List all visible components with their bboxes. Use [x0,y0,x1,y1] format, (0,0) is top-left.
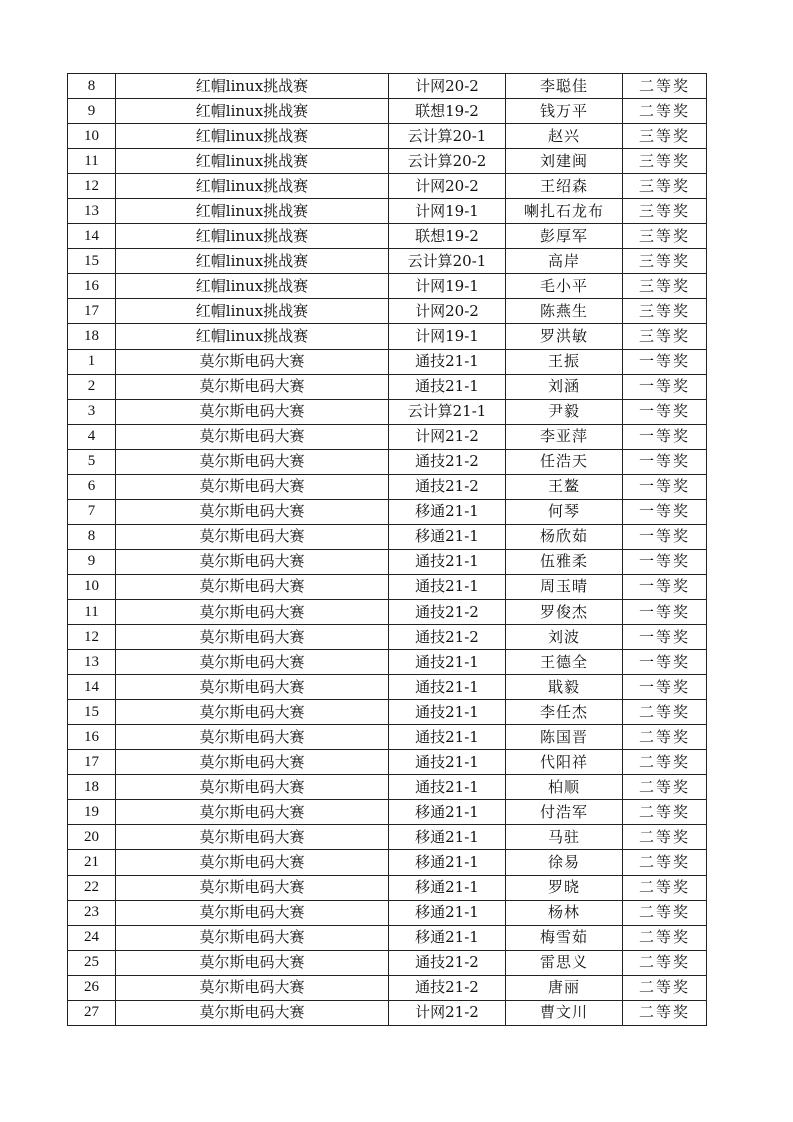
student-name-cell: 伍雅柔 [506,549,623,574]
row-number-cell: 21 [68,850,116,875]
row-number-cell: 5 [68,449,116,474]
row-number-cell: 1 [68,349,116,374]
award-level-cell: 一等奖 [623,524,707,549]
contest-name-cell: 红帽linux挑战赛 [116,199,389,224]
class-name-cell: 通技21-1 [389,775,506,800]
class-name-cell: 通技21-1 [389,675,506,700]
table-row [68,625,707,650]
class-name-cell: 计网19-1 [389,199,506,224]
table-row [68,825,707,850]
table-row [68,74,707,99]
table-row [68,1000,707,1025]
contest-name-cell: 莫尔斯电码大赛 [116,675,389,700]
class-name-cell: 通技21-1 [389,574,506,599]
student-name-cell: 李亚萍 [506,424,623,449]
row-number-cell: 2 [68,374,116,399]
class-name-cell: 通技21-2 [389,625,506,650]
award-level-cell: 一等奖 [623,474,707,499]
contest-name-cell: 红帽linux挑战赛 [116,74,389,99]
student-name-cell: 彭厚军 [506,224,623,249]
row-number-cell: 14 [68,675,116,700]
student-name-cell: 王德全 [506,650,623,675]
contest-name-cell: 红帽linux挑战赛 [116,324,389,349]
class-name-cell: 移通21-1 [389,499,506,524]
contest-name-cell: 红帽linux挑战赛 [116,249,389,274]
row-number-cell: 3 [68,399,116,424]
row-number-cell: 13 [68,199,116,224]
student-name-cell: 毛小平 [506,274,623,299]
table-row [68,700,707,725]
award-level-cell: 三等奖 [623,249,707,274]
row-number-cell: 11 [68,149,116,174]
row-number-cell: 16 [68,725,116,750]
student-name-cell: 马驻 [506,825,623,850]
student-name-cell: 戢毅 [506,675,623,700]
class-name-cell: 计网21-2 [389,1000,506,1025]
row-number-cell: 17 [68,750,116,775]
row-number-cell: 9 [68,549,116,574]
table-row [68,975,707,1000]
table-row [68,549,707,574]
contest-name-cell: 莫尔斯电码大赛 [116,750,389,775]
award-level-cell: 三等奖 [623,274,707,299]
contest-name-cell: 红帽linux挑战赛 [116,299,389,324]
row-number-cell: 27 [68,1000,116,1025]
table-row [68,149,707,174]
student-name-cell: 唐丽 [506,975,623,1000]
row-number-cell: 18 [68,324,116,349]
table-row [68,349,707,374]
table-row [68,800,707,825]
row-number-cell: 16 [68,274,116,299]
class-name-cell: 联想19-2 [389,224,506,249]
class-name-cell: 移通21-1 [389,875,506,900]
table-row [68,449,707,474]
student-name-cell: 陈国晋 [506,725,623,750]
award-level-cell: 三等奖 [623,299,707,324]
class-name-cell: 通技21-1 [389,725,506,750]
student-name-cell: 尹毅 [506,399,623,424]
award-level-cell: 三等奖 [623,149,707,174]
table-row [68,750,707,775]
class-name-cell: 通技21-1 [389,374,506,399]
contest-name-cell: 莫尔斯电码大赛 [116,574,389,599]
class-name-cell: 通技21-1 [389,700,506,725]
table-row [68,474,707,499]
row-number-cell: 18 [68,775,116,800]
award-level-cell: 三等奖 [623,124,707,149]
row-number-cell: 10 [68,124,116,149]
table-row [68,324,707,349]
student-name-cell: 刘波 [506,625,623,650]
class-name-cell: 通技21-2 [389,599,506,624]
class-name-cell: 移通21-1 [389,825,506,850]
student-name-cell: 王鳌 [506,474,623,499]
award-level-cell: 二等奖 [623,1000,707,1025]
contest-name-cell: 莫尔斯电码大赛 [116,925,389,950]
awards-table-body [68,74,707,1026]
class-name-cell: 移通21-1 [389,850,506,875]
award-level-cell: 一等奖 [623,374,707,399]
contest-name-cell: 莫尔斯电码大赛 [116,975,389,1000]
contest-name-cell: 红帽linux挑战赛 [116,174,389,199]
table-row [68,199,707,224]
contest-name-cell: 莫尔斯电码大赛 [116,499,389,524]
row-number-cell: 12 [68,174,116,199]
class-name-cell: 云计算20-2 [389,149,506,174]
contest-name-cell: 莫尔斯电码大赛 [116,524,389,549]
row-number-cell: 23 [68,900,116,925]
table-row [68,900,707,925]
row-number-cell: 19 [68,800,116,825]
class-name-cell: 计网19-1 [389,324,506,349]
award-level-cell: 一等奖 [623,424,707,449]
class-name-cell: 云计算20-1 [389,249,506,274]
award-level-cell: 一等奖 [623,599,707,624]
table-row [68,875,707,900]
award-level-cell: 二等奖 [623,925,707,950]
table-row [68,775,707,800]
table-row [68,850,707,875]
class-name-cell: 移通21-1 [389,900,506,925]
award-level-cell: 一等奖 [623,349,707,374]
table-row [68,99,707,124]
award-level-cell: 二等奖 [623,900,707,925]
contest-name-cell: 莫尔斯电码大赛 [116,900,389,925]
student-name-cell: 刘涵 [506,374,623,399]
student-name-cell: 王振 [506,349,623,374]
row-number-cell: 8 [68,74,116,99]
row-number-cell: 4 [68,424,116,449]
row-number-cell: 13 [68,650,116,675]
award-level-cell: 二等奖 [623,800,707,825]
student-name-cell: 杨欣茹 [506,524,623,549]
contest-name-cell: 莫尔斯电码大赛 [116,549,389,574]
contest-name-cell: 莫尔斯电码大赛 [116,775,389,800]
contest-name-cell: 莫尔斯电码大赛 [116,650,389,675]
class-name-cell: 计网20-2 [389,174,506,199]
student-name-cell: 何琴 [506,499,623,524]
award-level-cell: 一等奖 [623,675,707,700]
class-name-cell: 通技21-1 [389,750,506,775]
contest-name-cell: 莫尔斯电码大赛 [116,725,389,750]
student-name-cell: 周玉晴 [506,574,623,599]
row-number-cell: 17 [68,299,116,324]
row-number-cell: 26 [68,975,116,1000]
award-level-cell: 二等奖 [623,74,707,99]
class-name-cell: 移通21-1 [389,925,506,950]
class-name-cell: 通技21-2 [389,474,506,499]
student-name-cell: 王绍森 [506,174,623,199]
row-number-cell: 22 [68,875,116,900]
row-number-cell: 9 [68,99,116,124]
class-name-cell: 联想19-2 [389,99,506,124]
award-level-cell: 二等奖 [623,875,707,900]
awards-table [67,73,707,1026]
table-row [68,599,707,624]
contest-name-cell: 莫尔斯电码大赛 [116,825,389,850]
class-name-cell: 通技21-1 [389,650,506,675]
row-number-cell: 8 [68,524,116,549]
class-name-cell: 计网21-2 [389,424,506,449]
class-name-cell: 通技21-1 [389,549,506,574]
contest-name-cell: 莫尔斯电码大赛 [116,800,389,825]
row-number-cell: 25 [68,950,116,975]
table-row [68,274,707,299]
table-row [68,499,707,524]
student-name-cell: 李任杰 [506,700,623,725]
row-number-cell: 14 [68,224,116,249]
award-level-cell: 二等奖 [623,975,707,1000]
row-number-cell: 15 [68,249,116,274]
student-name-cell: 柏顺 [506,775,623,800]
student-name-cell: 刘建闽 [506,149,623,174]
class-name-cell: 云计算20-1 [389,124,506,149]
class-name-cell: 移通21-1 [389,524,506,549]
table-row [68,950,707,975]
contest-name-cell: 莫尔斯电码大赛 [116,474,389,499]
contest-name-cell: 莫尔斯电码大赛 [116,399,389,424]
award-level-cell: 一等奖 [623,625,707,650]
row-number-cell: 15 [68,700,116,725]
student-name-cell: 钱万平 [506,99,623,124]
student-name-cell: 付浩军 [506,800,623,825]
student-name-cell: 高岸 [506,249,623,274]
award-level-cell: 三等奖 [623,224,707,249]
table-row [68,574,707,599]
table-row [68,675,707,700]
award-level-cell: 一等奖 [623,399,707,424]
contest-name-cell: 莫尔斯电码大赛 [116,700,389,725]
award-level-cell: 二等奖 [623,950,707,975]
table-row [68,424,707,449]
award-level-cell: 二等奖 [623,99,707,124]
award-level-cell: 三等奖 [623,199,707,224]
student-name-cell: 罗洪敏 [506,324,623,349]
table-row [68,124,707,149]
contest-name-cell: 红帽linux挑战赛 [116,149,389,174]
class-name-cell: 计网19-1 [389,274,506,299]
row-number-cell: 24 [68,925,116,950]
award-level-cell: 一等奖 [623,499,707,524]
table-row [68,374,707,399]
award-level-cell: 一等奖 [623,449,707,474]
row-number-cell: 20 [68,825,116,850]
contest-name-cell: 红帽linux挑战赛 [116,124,389,149]
table-row [68,174,707,199]
class-name-cell: 通技21-2 [389,950,506,975]
contest-name-cell: 莫尔斯电码大赛 [116,950,389,975]
class-name-cell: 计网20-2 [389,299,506,324]
class-name-cell: 移通21-1 [389,800,506,825]
student-name-cell: 徐易 [506,850,623,875]
contest-name-cell: 莫尔斯电码大赛 [116,349,389,374]
student-name-cell: 雷思义 [506,950,623,975]
class-name-cell: 计网20-2 [389,74,506,99]
award-level-cell: 二等奖 [623,825,707,850]
row-number-cell: 11 [68,599,116,624]
award-level-cell: 二等奖 [623,750,707,775]
award-level-cell: 一等奖 [623,574,707,599]
student-name-cell: 喇扎石龙布 [506,199,623,224]
award-level-cell: 二等奖 [623,850,707,875]
student-name-cell: 赵兴 [506,124,623,149]
table-row [68,224,707,249]
contest-name-cell: 莫尔斯电码大赛 [116,1000,389,1025]
row-number-cell: 10 [68,574,116,599]
contest-name-cell: 莫尔斯电码大赛 [116,625,389,650]
student-name-cell: 罗晓 [506,875,623,900]
row-number-cell: 7 [68,499,116,524]
table-row [68,725,707,750]
award-level-cell: 二等奖 [623,775,707,800]
award-level-cell: 一等奖 [623,650,707,675]
table-row [68,925,707,950]
student-name-cell: 杨林 [506,900,623,925]
contest-name-cell: 红帽linux挑战赛 [116,99,389,124]
award-level-cell: 一等奖 [623,549,707,574]
table-row [68,524,707,549]
student-name-cell: 李聪佳 [506,74,623,99]
class-name-cell: 通技21-2 [389,975,506,1000]
table-row [68,399,707,424]
award-level-cell: 三等奖 [623,174,707,199]
student-name-cell: 任浩天 [506,449,623,474]
table-row [68,299,707,324]
row-number-cell: 12 [68,625,116,650]
award-level-cell: 二等奖 [623,700,707,725]
table-row [68,249,707,274]
student-name-cell: 代阳祥 [506,750,623,775]
student-name-cell: 罗俊杰 [506,599,623,624]
student-name-cell: 曹文川 [506,1000,623,1025]
contest-name-cell: 莫尔斯电码大赛 [116,875,389,900]
contest-name-cell: 莫尔斯电码大赛 [116,599,389,624]
class-name-cell: 通技21-2 [389,449,506,474]
contest-name-cell: 莫尔斯电码大赛 [116,374,389,399]
class-name-cell: 云计算21-1 [389,399,506,424]
contest-name-cell: 莫尔斯电码大赛 [116,424,389,449]
contest-name-cell: 莫尔斯电码大赛 [116,850,389,875]
row-number-cell: 6 [68,474,116,499]
contest-name-cell: 莫尔斯电码大赛 [116,449,389,474]
contest-name-cell: 红帽linux挑战赛 [116,274,389,299]
award-level-cell: 二等奖 [623,725,707,750]
class-name-cell: 通技21-1 [389,349,506,374]
table-row [68,650,707,675]
student-name-cell: 陈燕生 [506,299,623,324]
award-level-cell: 三等奖 [623,324,707,349]
student-name-cell: 梅雪茹 [506,925,623,950]
contest-name-cell: 红帽linux挑战赛 [116,224,389,249]
